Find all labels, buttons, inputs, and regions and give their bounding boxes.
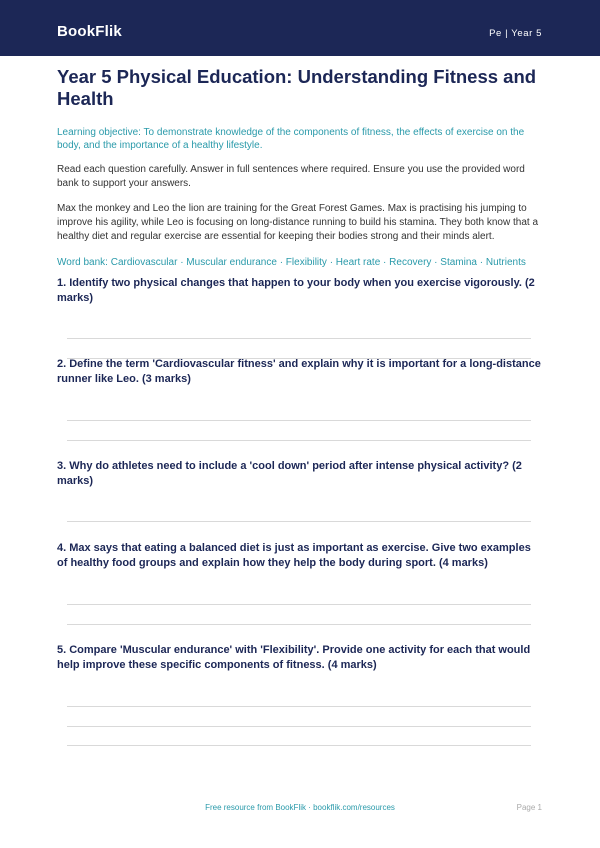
answer-line[interactable] — [67, 745, 531, 746]
worksheet-intro — [57, 66, 543, 269]
brand-logo[interactable]: BookFlik — [57, 23, 122, 40]
footer-resource-link[interactable]: Free resource from BookFlik · bookflik.com/resources — [205, 803, 395, 812]
answer-line[interactable] — [67, 440, 531, 441]
question-2 — [57, 357, 543, 387]
answer-line[interactable] — [67, 521, 531, 522]
question-text: 1. Identify two physical changes that happen to your body when you exercise vigorously. (2 marks) — [57, 277, 535, 304]
question-3 — [57, 459, 543, 489]
story-paragraph: Max the monkey and Leo the lion are training for the Great Forest Games. Max is practising his jumping to improve his agility, while Leo is focusing on long-distance running to build his stamina. They both know that a healthy diet and regular exercise are essential for keeping their bodies strong and their minds alert. — [57, 203, 539, 242]
question-text: 4. Max says that eating a balanced diet is just as important as exercise. Give two examples of healthy food groups and explain how they help the body during sport. (4 marks) — [57, 542, 531, 569]
page-title: Year 5 Physical Education: Understanding Fitness and Health — [57, 66, 537, 109]
answer-line[interactable] — [67, 420, 531, 421]
answer-line[interactable] — [67, 624, 531, 625]
question-text: 5. Compare 'Muscular endurance' with 'Flexibility'. Provide one activity for each that would help improve these specific components of fitness. (4 marks) — [57, 644, 531, 671]
question-text: 2. Define the term 'Cardiovascular fitness' and explain why it is important for a long-distance runner like Leo. (3 marks) — [57, 358, 541, 385]
subject-year-label: Pe | Year 5 — [489, 28, 542, 39]
header-bar — [0, 0, 600, 56]
answer-line[interactable] — [67, 726, 531, 727]
answer-line[interactable] — [67, 706, 531, 707]
answer-line[interactable] — [67, 604, 531, 605]
question-4 — [57, 541, 543, 571]
question-text: 3. Why do athletes need to include a 'cool down' period after intense physical activity? (2 marks) — [57, 460, 522, 487]
answer-line[interactable] — [67, 338, 531, 339]
learning-objective: Learning objective: To demonstrate knowledge of the components of fitness, the effects of exercise on the body, and the importance of a healthy lifestyle. — [57, 127, 525, 151]
page-number: Page 1 — [516, 803, 542, 812]
question-5 — [57, 643, 543, 673]
instructions: Read each question carefully. Answer in full sentences where required. Ensure you use the provided word bank to support your answers. — [57, 164, 525, 189]
word-bank: Word bank: Cardiovascular · Muscular endurance · Flexibility · Heart rate · Recovery · Stamina · Nutrients — [57, 257, 526, 268]
question-1 — [57, 276, 543, 306]
